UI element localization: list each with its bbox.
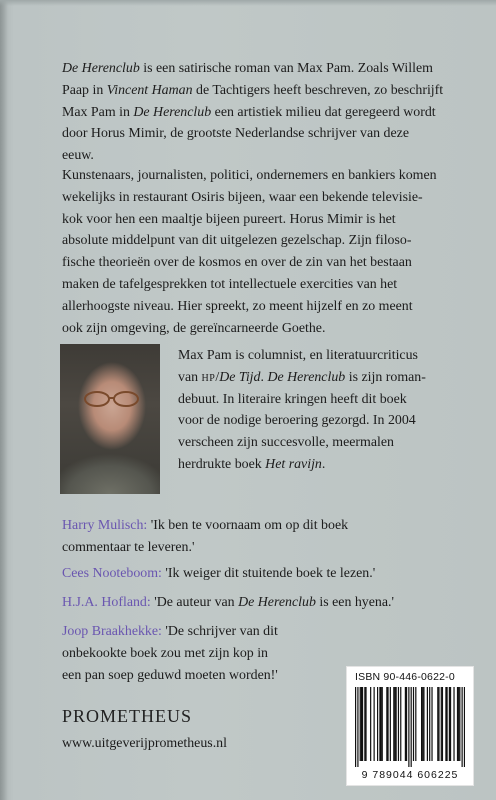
barcode-bar — [365, 687, 366, 761]
barcode-bar — [405, 687, 406, 761]
barcode-bar — [446, 687, 447, 761]
barcode-bar — [357, 687, 358, 767]
barcode-bar — [442, 687, 443, 761]
text-fragment: van — [178, 369, 202, 385]
synopsis-line: eeuw. — [62, 148, 94, 164]
text-fragment: de Tachtigers heeft beschreven, zo beschrijft — [192, 82, 444, 98]
barcode-bar — [362, 687, 363, 761]
synopsis-line: ook zijn omgeving, de gereïncarneerde Goethe. — [62, 320, 326, 336]
barcode-bar — [457, 687, 458, 761]
newspaper-name: De Tijd — [219, 369, 261, 385]
barcode-bar — [411, 687, 412, 767]
bio-line — [178, 454, 468, 476]
barcode-bar — [390, 687, 391, 761]
publisher-url[interactable]: www.uitgeverijprometheus.nl — [62, 736, 227, 751]
quote-author: H.J.A. Hofland: — [62, 595, 151, 610]
barcode-bar — [393, 687, 394, 761]
text-fragment: Paap in — [62, 82, 107, 98]
quote-line: commentaar te leveren.' — [62, 539, 195, 555]
barcode-bar — [361, 687, 362, 761]
book-title-italic: De Herenclub — [62, 61, 140, 76]
barcode-bar — [431, 687, 432, 761]
quote-hofland — [62, 592, 394, 614]
quote-braakhekke — [62, 621, 278, 686]
barcode-bar — [370, 687, 371, 761]
synopsis-line: allerhoogste niveau. Hier spreekt, zo meent hijzelf en zo meent — [62, 298, 413, 314]
barcode-bar — [396, 687, 397, 761]
quote-line — [62, 515, 348, 537]
text-fragment: is een satirische roman van Max Pam. Zoals Willem — [139, 61, 433, 76]
synopsis-paragraph-2 — [62, 165, 462, 339]
barcode-bar — [458, 687, 459, 761]
quote-line: onbekookte boek zou met zijn kop in — [62, 645, 268, 661]
barcode-bar — [449, 687, 450, 761]
barcode-bar — [408, 687, 409, 767]
synopsis-line: wekelijks in restaurant Osiris bijeen, waar een bekende televisie- — [62, 189, 423, 205]
barcode-bar — [441, 687, 442, 761]
barcode-bar — [380, 687, 381, 761]
bio-line: debuut. In literaire kringen heeft dit boek — [178, 391, 407, 407]
quote-text: 'De schrijver van dit — [161, 624, 278, 639]
synopsis-line: absolute middelpunt van dit uitgelezen gezelschap. Zijn filoso- — [62, 233, 412, 249]
book-title-italic: Het ravijn — [265, 456, 322, 472]
ean-digits: 9 789044 606225 — [361, 769, 459, 781]
magazine-name: hp — [201, 369, 216, 385]
quote-text: 'De auteur van — [150, 595, 239, 610]
quote-mulisch — [62, 515, 348, 559]
barcode-bar — [360, 687, 361, 761]
bio-line: voor de nodige beroering gezorgd. In 2004 — [178, 413, 416, 429]
bio-line: Max Pam is columnist, en literatuurcriticus — [178, 348, 418, 363]
bio-line: verscheen zijn succesvolle, meermalen — [178, 435, 394, 451]
barcode-bar — [377, 687, 378, 761]
quote-author: Harry Mulisch: — [62, 518, 148, 533]
barcode-bar — [421, 687, 422, 761]
quote-text: is een hyena.' — [315, 595, 395, 610]
barcode-bar — [386, 687, 387, 761]
barcode-bar — [394, 687, 395, 761]
barcode-bar — [387, 687, 388, 761]
barcode-bar — [427, 687, 428, 761]
barcode-bar — [437, 687, 438, 761]
synopsis-line: maken de tafelgesprekken tot intellectuele exercities van het — [62, 276, 398, 292]
synopsis-paragraph-1 — [62, 58, 462, 167]
barcode-bar — [415, 687, 416, 761]
barcode-bar — [459, 687, 460, 761]
quote-line: een pan soep geduwd moeten worden!' — [62, 667, 278, 683]
quote-nooteboom — [62, 563, 375, 585]
text-fragment: is zijn roman- — [345, 369, 426, 385]
text-fragment: herdrukte boek — [178, 456, 266, 472]
synopsis-line: kok voor hen een maaltje bijeen pureert. Horus Mimir is het — [62, 211, 396, 227]
synopsis-line — [62, 102, 462, 124]
barcode-bar — [450, 687, 451, 761]
quote-line — [62, 563, 375, 585]
synopsis-line — [62, 58, 462, 80]
barcode-bar — [462, 687, 463, 767]
spine-shadow — [0, 0, 8, 800]
book-title-italic: Vincent Haman — [106, 82, 193, 98]
barcode-bar — [422, 687, 423, 761]
synopsis-line: fische theorieën over de kosmos en over de zin van het bestaan — [62, 255, 412, 271]
quote-author: Joop Braakhekke: — [62, 624, 162, 639]
synopsis-line: Kunstenaars, journalisten, politici, ondernemers en bankiers komen — [62, 168, 437, 183]
barcode-bar — [453, 687, 454, 761]
quote-author: Cees Nooteboom: — [62, 566, 162, 581]
text-fragment: een artistiek milieu dat geregeerd wordt — [211, 104, 436, 120]
barcode-bar — [464, 687, 465, 767]
top-edge-shadow — [0, 0, 496, 6]
text-fragment: . — [321, 456, 326, 472]
barcode-bar — [413, 687, 414, 761]
barcode-bar — [400, 687, 401, 761]
barcode-bar — [382, 687, 383, 761]
barcode-bar — [398, 687, 399, 761]
author-bio — [178, 345, 468, 476]
synopsis-line: door Horus Mimir, de grootste Nederlandse schrijver van deze — [62, 126, 409, 142]
barcode-bar — [364, 687, 365, 761]
text-fragment: / — [215, 369, 220, 385]
isbn-barcode — [346, 666, 474, 786]
barcode-bar — [445, 687, 446, 761]
author-glasses — [82, 390, 142, 408]
barcode-bar — [374, 687, 375, 761]
book-title-italic: De Herenclub — [238, 595, 316, 610]
book-title-italic: De Herenclub — [133, 104, 212, 120]
ean-barcode-bars — [355, 687, 465, 767]
publisher-logo: PROMETHEUS — [62, 706, 193, 726]
bio-line — [178, 367, 468, 389]
author-photo — [60, 344, 160, 494]
quote-text: 'Ik ben te voornaam om op dit boek — [147, 518, 349, 533]
quote-line — [62, 592, 394, 614]
text-fragment: Max Pam in — [62, 104, 134, 120]
book-title-italic: De Herenclub — [267, 369, 346, 385]
barcode-bar — [406, 687, 407, 761]
quote-text: 'Ik weiger dit stuitende boek te lezen.' — [161, 566, 376, 581]
barcode-bar — [423, 687, 424, 761]
barcode-bar — [355, 687, 356, 767]
synopsis-line — [62, 80, 462, 102]
barcode-bar — [379, 687, 380, 761]
text-fragment: . — [260, 369, 268, 385]
isbn-label: ISBN 90-446-0622-0 — [355, 671, 455, 683]
barcode-bar — [438, 687, 439, 761]
quote-line — [62, 621, 278, 643]
barcode-bar — [429, 687, 430, 761]
